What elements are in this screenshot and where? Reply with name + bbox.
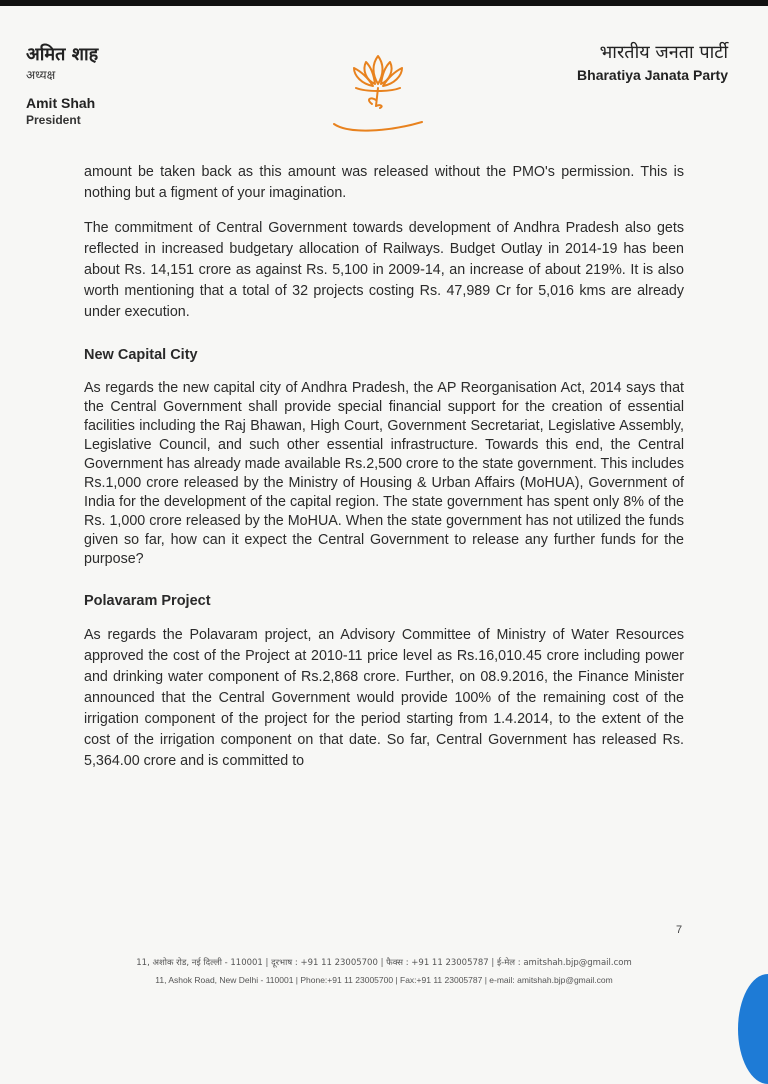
paragraph-4: As regards the Polavaram project, an Advisory Committee of Ministry of Water Resources approved the cost of the Project at 2010-11 price level as Rs.16,010.45 crore including power and drinking water component of Rs.2,868 crore. Further, on 08.9.2016, the Finance Minister announced that the Central Government would provide 100% of the remaining cost of the irrigation component of the project for the period starting from 1.4.2014, to the extent of the cost of the irrigation component on that date. So far, Central Government has released Rs. 5,364.00 crore and is committed to: [84, 627, 684, 769]
blue-edge-shape: [738, 974, 768, 1084]
paragraph-1: amount be taken back as this amount was released without the PMO's permission. This is nothing but a figment of your imagination.: [84, 164, 684, 201]
sender-name: Amit Shah: [26, 95, 96, 111]
party-block: [577, 42, 728, 84]
heading-polavaram-project: Polavaram Project: [84, 593, 211, 609]
sender-block: [26, 44, 98, 128]
lotus-icon: [328, 44, 428, 140]
sender-title: President: [26, 113, 81, 127]
heading-new-capital-city: New Capital City: [84, 347, 198, 363]
top-border: [0, 0, 768, 6]
party-name-hindi: भारतीय जनता पार्टी: [599, 42, 728, 63]
party-name: Bharatiya Janata Party: [577, 67, 728, 83]
footer-address-hindi: 11, अशोक रोड, नई दिल्ली - 110001 | दूरभाष : +91 11 23005700 | फैक्स : +91 11 23005787 | ई-मेल : amitshah.bjp@gmail.com: [136, 958, 632, 968]
paragraph-3: As regards the new capital city of Andhra Pradesh, the AP Reorganisation Act, 2014 says that the Central Government shall provide special financial support for the creation of essential facilities including the Raj Bhawan, High Court, Government Secretariat, Legislative Assembly, Legislative Council, and such other essential infrastructure. Towards this end, the Central Government has already made available Rs.2,500 crore to the state government. This includes Rs.1,000 crore released by the Ministry of Housing & Urban Affairs (MoHUA), Government of India for the development of the capital region. The state government has spent only 8% of the Rs. 1,000 crore released by the MoHUA. When the state government has not utilized the funds given so far, how can it expect the Central Government to release any further funds for the purpose?: [84, 380, 684, 567]
sender-title-hindi: अध्यक्ष: [26, 68, 56, 82]
sender-name-hindi: अमित शाह: [26, 44, 99, 65]
paragraph-2: The commitment of Central Government towards development of Andhra Pradesh also gets reflected in increased budgetary allocation of Railways. Budget Outlay in 2014-19 has been about Rs. 14,151 crore as against Rs. 5,100 in 2009-14, an increase of about 219%. It is also worth mentioning that a total of 32 projects costing Rs. 47,989 Cr for 5,016 kms are already under execution.: [84, 220, 684, 320]
letter-body: [84, 162, 684, 786]
page-number: 7: [676, 924, 683, 936]
footer-address-english: 11, Ashok Road, New Delhi - 110001 | Phone:+91 11 23005700 | Fax:+91 11 23005787 | e-mail: amitshah.bjp@gmail.com: [155, 975, 613, 985]
